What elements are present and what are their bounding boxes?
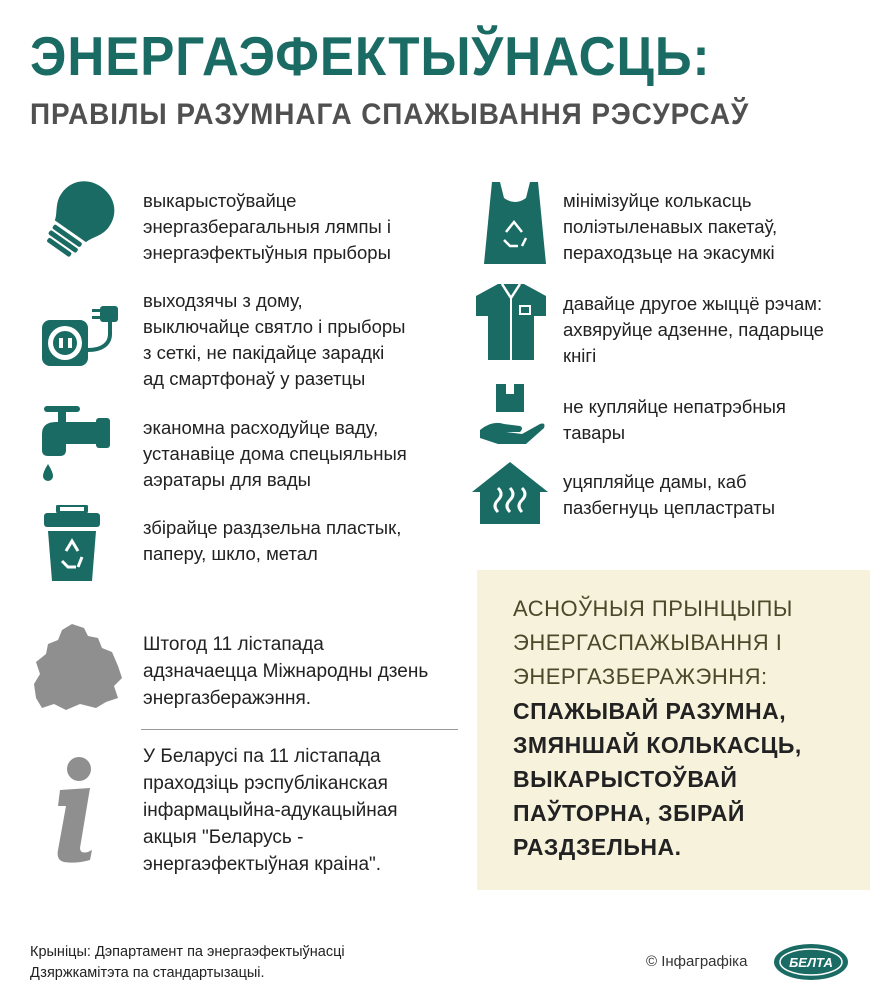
logo-text: БЕЛТА <box>789 955 833 970</box>
plastic-bag-icon <box>484 180 546 264</box>
divider <box>141 729 458 730</box>
info-line: энергазберажэння. <box>143 688 312 709</box>
principles-rule-line: ЗМЯНШАЙ КОЛЬКАСЦЬ, <box>513 732 802 758</box>
tip-line: выкарыстоўвайце <box>143 190 297 211</box>
tip-line: выходзячы з дому, <box>143 290 303 311</box>
campaign-text <box>143 743 398 878</box>
principles-rule-line: СПАЖЫВАЙ РАЗУМНА, <box>513 698 787 724</box>
belarus-map-icon <box>32 622 124 712</box>
credit: © Інфаграфіка <box>646 953 748 970</box>
info-line: энергаэфектыўная краіна". <box>143 854 382 875</box>
tip-insulate <box>563 469 775 521</box>
info-line: акцыя "Беларусь - <box>143 827 304 848</box>
belta-logo <box>772 942 850 982</box>
info-line: У Беларусі па 11 лістапада <box>143 746 381 767</box>
info-icon <box>46 756 106 864</box>
tip-bags <box>563 188 777 266</box>
tip-unplug <box>143 288 405 392</box>
tip-line: давайце другое жыццё рэчам: <box>563 293 823 314</box>
tip-line: выключайце святло і прыборы <box>143 316 406 337</box>
tip-line: тавары <box>563 422 626 443</box>
info-line: адзначаецца Міжнародны дзень <box>143 661 429 682</box>
info-line: Штогод 11 лістапада <box>143 634 324 655</box>
principles-intro-line: ЭНЕРГАСПАЖЫВАННЯ І <box>513 630 783 655</box>
tip-line: энергаэфектыўныя прыборы <box>143 242 391 263</box>
tip-recycle <box>143 515 401 567</box>
hand-box-icon <box>478 382 548 448</box>
source-line: Дзяржкамітэта па стандартызацыі. <box>30 965 265 981</box>
tip-line: збірайце раздзельна пластык, <box>143 517 402 538</box>
tip-lamps <box>143 188 391 266</box>
tip-line: паперу, шкло, метал <box>143 543 318 564</box>
shirt-icon <box>474 282 548 360</box>
tip-line: пераходзьце на экасумкі <box>563 242 775 263</box>
socket-plug-icon <box>40 300 118 370</box>
water-tap-icon <box>40 404 110 484</box>
page-title: ЭНЕРГАЭФЕКТЫЎНАСЦЬ: <box>30 25 711 87</box>
principles-intro-line: ЭНЕРГАЗБЕРАЖЭННЯ: <box>513 664 768 689</box>
tip-line: ад смартфонаў у разетцы <box>143 368 366 389</box>
tip-line: аэратары для вады <box>143 469 311 490</box>
tip-line: устанавіце дома спецыяльныя <box>143 443 407 464</box>
tip-line: мінімізуйце колькасць <box>563 190 752 211</box>
tip-line: поліэтыленавых пакетаў, <box>563 216 778 237</box>
tip-line: не купляйце непатрэбныя <box>563 396 786 417</box>
tip-no-extra <box>563 394 786 446</box>
tip-water <box>143 415 407 493</box>
tip-line: з сеткі, не пакідайце зарадкі <box>143 342 385 363</box>
day-info-text <box>143 631 428 712</box>
tip-line: кнігі <box>563 345 597 366</box>
info-line: праходзіць рэспубліканская <box>143 773 388 794</box>
lightbulb-icon <box>38 178 120 260</box>
principles-rule-line: ПАЎТОРНА, ЗБІРАЙ <box>513 800 745 826</box>
house-heat-icon <box>470 460 550 526</box>
tip-line: эканомна расходуйце ваду, <box>143 417 379 438</box>
sources <box>30 942 345 984</box>
principles-rule-line: ВЫКАРЫСТОЎВАЙ <box>513 766 738 792</box>
source-line: Крыніцы: Дэпартамент па энергаэфектыўнасці <box>30 944 345 960</box>
tip-line: пазбегнуць цепластраты <box>563 497 776 518</box>
info-line: інфармацыйна-адукацыйная <box>143 800 398 821</box>
page-subtitle: ПРАВІЛЫ РАЗУМНАГА СПАЖЫВАННЯ РЭСУРСАЎ <box>30 98 750 131</box>
tip-second-life <box>563 291 824 369</box>
principles-panel <box>477 570 870 890</box>
recycle-bin-icon <box>44 505 100 583</box>
tip-line: уцяпляйце дамы, каб <box>563 471 747 492</box>
principles-rule-line: РАЗДЗЕЛЬНА. <box>513 834 682 860</box>
principles-intro-line: АСНОЎНЫЯ ПРЫНЦЫПЫ <box>513 596 793 621</box>
tip-line: энергазберагальныя лямпы і <box>143 216 392 237</box>
tip-line: ахвяруйце адзенне, падарыце <box>563 319 824 340</box>
